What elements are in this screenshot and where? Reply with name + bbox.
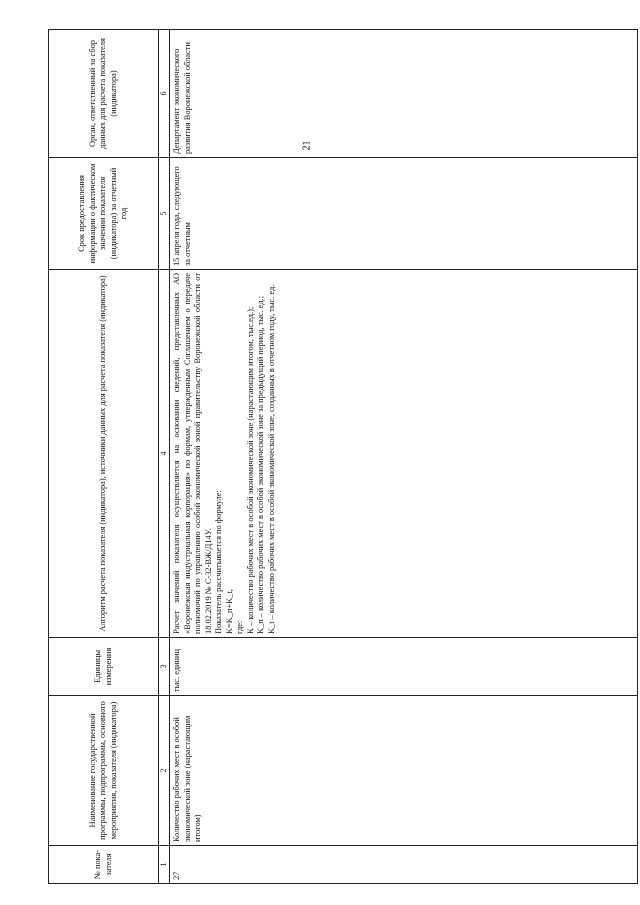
indicator-table-wrapper <box>48 30 638 884</box>
row-indicator-name: Количество рабочих мест в особой экономической зоне (нарастающим итогом) <box>170 696 638 846</box>
header-unit: Единицы измерения <box>49 638 159 696</box>
header-indicator-name: Наименование государственной программы, подпрограммы, основного мероприятия, показателя (индикатора) <box>49 696 159 846</box>
column-number: 5 <box>159 158 170 270</box>
row-unit: тыс. единиц <box>170 638 638 696</box>
table-row <box>170 30 638 884</box>
algorithm-definition: K – количество рабочих мест в особой экономической зоне (нарастающим итогом, тыс.ед.); <box>245 306 255 634</box>
column-number-row <box>159 30 170 884</box>
page-number: 21 <box>301 140 313 151</box>
row-algorithm <box>170 270 638 638</box>
header-row <box>49 30 159 884</box>
indicator-table <box>48 29 638 884</box>
column-number: 1 <box>159 846 170 884</box>
algorithm-formula: K=K_п+K_t, <box>224 589 234 634</box>
row-deadline: 15 апреля года, следующего за отчетным <box>170 158 638 270</box>
algorithm-line: Показатель рассчитывается по формуле: <box>214 490 223 634</box>
column-number: 3 <box>159 638 170 696</box>
header-indicator-number: № пока-зателя <box>49 846 159 884</box>
row-responsible: Департамент экономического развития Воронежской области <box>170 30 638 158</box>
row-number: 27 <box>170 846 638 884</box>
header-deadline: Срок предоставления информации о фактическом значении показателя (индикатора) за отчетный год <box>49 158 159 270</box>
column-number: 2 <box>159 696 170 846</box>
algorithm-definition: K_t – количество рабочих мест в особой экономической зоне, созданных в отчетном году, тыс. ед. <box>266 284 276 634</box>
algorithm-paragraph: Расчет значений показателя осуществляется на основании сведений, представленных АО «Воронежская индустриальная корпорация» по формам, утвержденным Соглашением о передаче полномочий по управлению особой экономической зоной правительству Воронежской области от 18.02.2019 № С-32-ВЖ/Д14У. <box>172 273 213 634</box>
header-algorithm: Алгоритм расчета показателя (индикатора), источники данных для расчета показателя (индикатора) <box>49 270 159 638</box>
algorithm-definition: K_п – количество рабочих мест в особой экономической зоне за предыдущий период, тыс. ед.; <box>256 295 265 634</box>
column-number: 6 <box>159 30 170 158</box>
header-responsible: Орган, ответственный за сбор данных для расчета показателя (индикатора) <box>49 30 159 158</box>
algorithm-line: где: <box>235 620 244 634</box>
column-number: 4 <box>159 270 170 638</box>
